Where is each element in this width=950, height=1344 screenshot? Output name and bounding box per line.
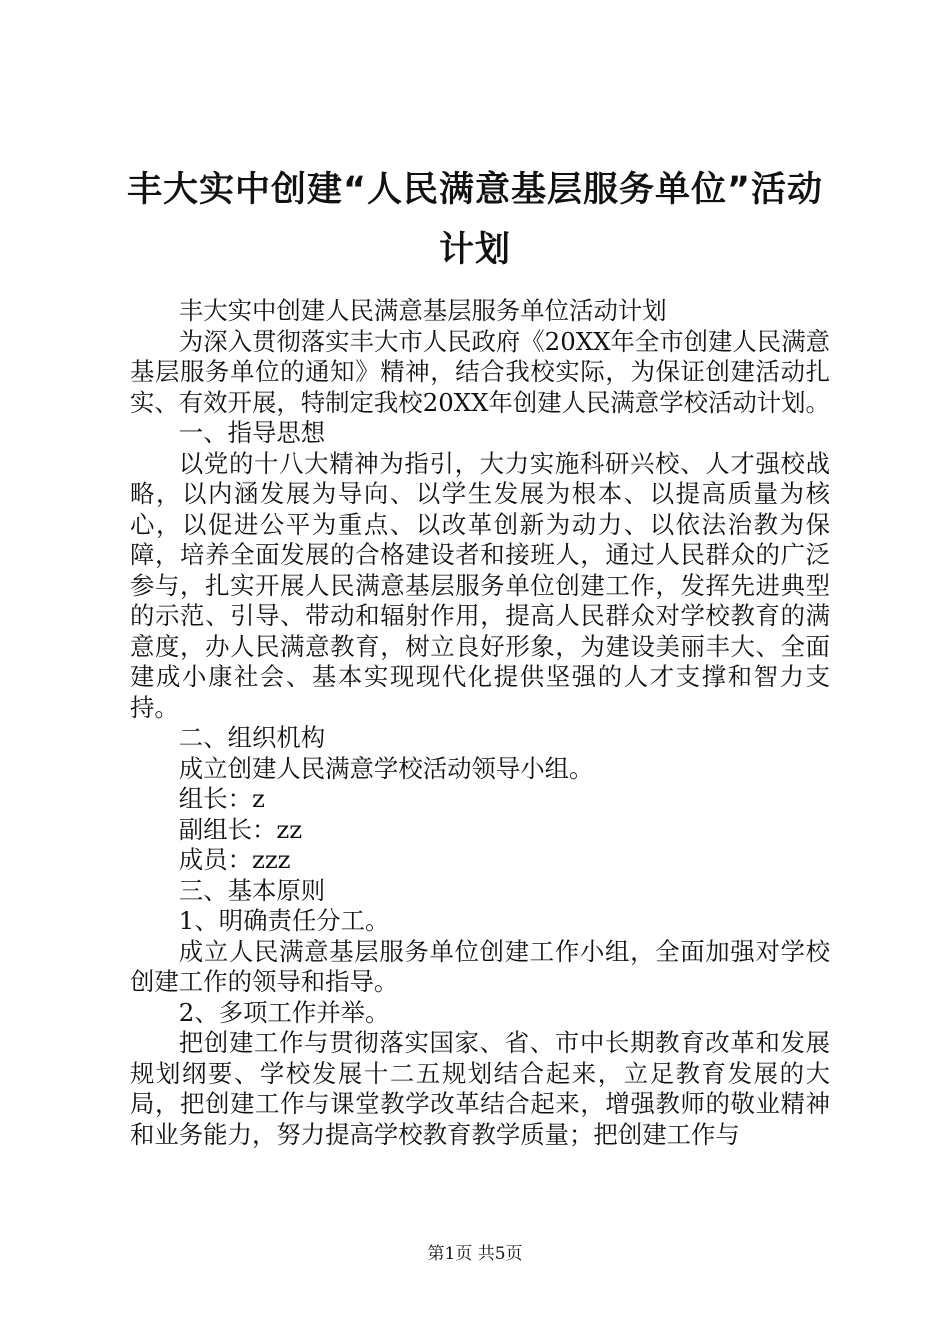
document-body <box>130 296 830 1150</box>
guiding-thought-paragraph: 以党的十八大精神为指引，大力实施科研兴校、人才强校战略，以内涵发展为导向、以学生发展为根本、以提高质量为核心，以促进公平为重点、以改革创新为动力、以依法治教为保障，培养全面发展的合格建设者和接班人，通过人民群众的广泛参与，扎实开展人民满意基层服务单位创建工作，发挥先进典型的示范、引导、带动和辐射作用，提高人民群众对学校教育的满意度，办人民满意教育，树立良好形象，为建设美丽丰大、全面建成小康社会、基本实现现代化提供坚强的人才支撑和智力支持。 <box>130 448 830 722</box>
section-heading-organization: 二、组织机构 <box>178 723 326 752</box>
organization-paragraph: 成立创建人民满意学校活动领导小组。 <box>178 753 594 783</box>
members-line: 成员：zzz <box>178 845 291 874</box>
section-heading-principles: 三、基本原则 <box>178 875 326 905</box>
section-heading-guiding-thought: 一、指导思想 <box>178 418 326 447</box>
subtitle-line: 丰大实中创建人民满意基层服务单位活动计划 <box>178 296 667 325</box>
principle-1-heading: 1、明确责任分工。 <box>178 906 390 935</box>
leader-line: 组长：z <box>178 784 265 813</box>
deputy-leader-line: 副组长：zz <box>178 814 303 844</box>
page-footer: 第1页 共5页 <box>427 1244 523 1264</box>
intro-paragraph: 为深入贯彻落实丰大市人民政府《20XX年全市创建人民满意基层服务单位的通知》精神，结合我校实际，为保证创建活动扎实、有效开展，特制定我校20XX年创建人民满意学校活动计划。 <box>130 326 830 417</box>
principle-2-paragraph: 把创建工作与贯彻落实国家、省、市中长期教育改革和发展规划纲要、学校发展十二五规划结合起来，立足教育发展的大局，把创建工作与课堂教学改革结合起来，增强教师的敬业精神和业务能力，努力提高学校教育教学质量；把创建工作与 <box>130 1028 830 1149</box>
document-title: 丰大实中创建“人民满意基层服务单位”活动计划 <box>126 170 823 270</box>
principle-2-heading: 2、多项工作并举。 <box>178 997 390 1027</box>
principle-1-paragraph: 成立人民满意基层服务单位创建工作小组，全面加强对学校创建工作的领导和指导。 <box>130 936 830 996</box>
